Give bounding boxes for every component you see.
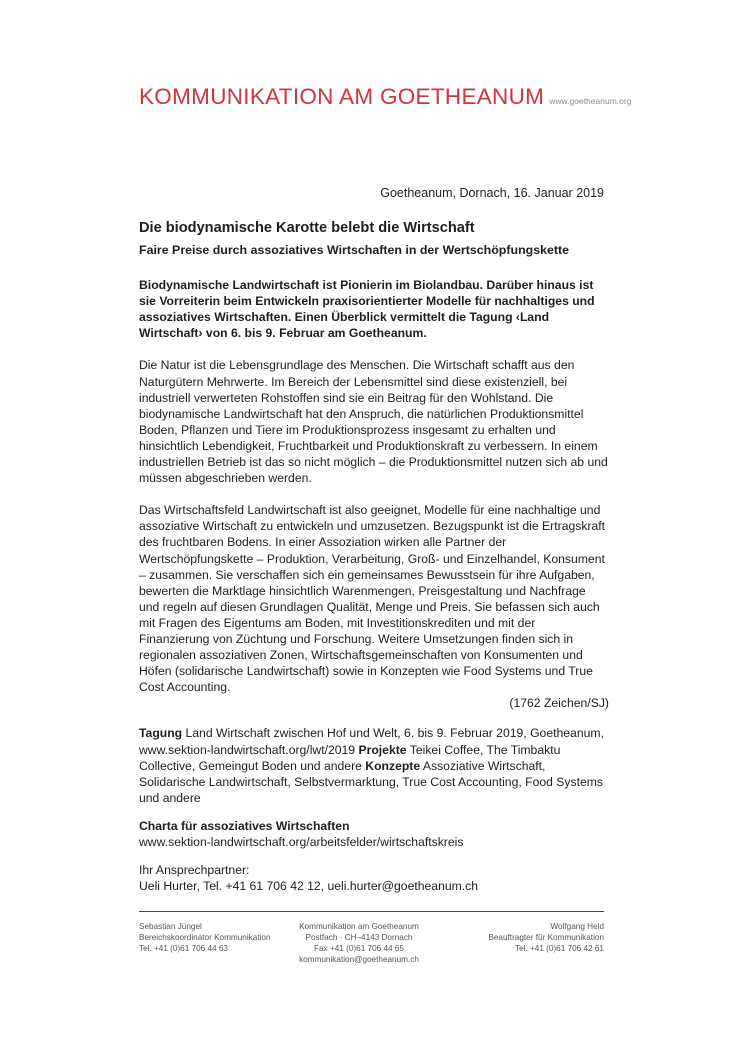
charta-block <box>139 818 609 850</box>
lead-paragraph: Biodynamische Landwirtschaft ist Pionierin im Biolandbau. Darüber hinaus ist sie Vorreiterin beim Entwickeln praxisorientierter Modelle für nachhaltiges und assoziatives Wirtschaften. Einen Überblick vermittelt die Tagung ‹Land Wirtschaft› von 6. bis 9. Februar am Goetheanum. <box>139 278 595 341</box>
footer-left <box>139 921 271 954</box>
konzepte-text: Assoziative Wirtschaft, Solidarische Landwirtschaft, Selbstvermarktung, True Cost Accounting, Food Systems und andere <box>139 758 604 805</box>
footer-right-line: Wolfgang Held <box>550 922 604 931</box>
event-info <box>139 725 609 805</box>
tagung-label: Tagung <box>139 726 183 741</box>
paragraph-1: Die Natur ist die Lebensgrundlage des Menschen. Die Wirtschaft schafft aus den Naturgütern Mehrwerte. Im Bereich der Lebensmittel sind diese existenziell, bei industriell verwerteten Rohstoffen sind sie ein Beitrag für den Wohlstand. Die biodynamische Landwirtschaft hat den Anspruch, die natürlichen Produktionsmittel Boden, Pflanzen und Tiere im Produktionsprozess insgesamt zu erhalten und hinsichtlich Lebendigkeit, Fruchtbarkeit und Produktionskraft zu verbessern. In einem industriellen Betrieb ist das so nicht möglich – die Produktionsmittel nutzen sich ab und müssen abgeschrieben werden. <box>139 358 608 486</box>
charta-label: Charta für assoziatives Wirtschaften <box>139 818 350 833</box>
dateline: Goetheanum, Dornach, 16. Januar 2019 <box>380 186 604 200</box>
brand-url: www.goetheanum.org <box>549 96 632 106</box>
konzepte-label: Konzepte <box>365 758 421 773</box>
footer-middle-line: Fax +41 (0)61 706 44 65 <box>314 944 404 953</box>
contact-details: Ueli Hurter, Tel. +41 61 706 42 12, ueli.hurter@goetheanum.ch <box>139 879 479 894</box>
projekte-text: Teikei Coffee, The Timbaktu Collective, Gemeingut Boden und andere <box>139 742 561 773</box>
footer-middle-line: Postfach · CH–4143 Dornach <box>305 933 413 942</box>
paragraph-2: Das Wirtschaftsfeld Landwirtschaft ist also geeignet, Modelle für eine nachhaltige und assoziative Wirtschaft zu entwickeln und umzusetzen. Bezugspunkt ist die Ertragskraft des fruchtbaren Bodens. In einer Assoziation wirken alle Partner der Wertschöpfungskette – Produktion, Verarbeitung, Groß- und Einzelhandel, Konsument – zusammen. Sie verschaffen sich ein gemeinsames Bewusstsein für ihre Aufgaben, bewerten die Marktlage hinsichtlich Warenmengen, Preisgestaltung und Nachfrage und regeln auf diesen Grundlagen Qualität, Menge und Preis. Sie befassen sich auch mit Fragen des Eigentums am Boden, mit Investitionskrediten und mit der Finanzierung von Züchtung und Forschung. Weitere Umsetzungen finden sich in regionalen assoziativen Zonen, Wirtschaftsgemeinschaften von Konsumenten und Höfen (solidarische Landwirtschaft) sowie in Konzepten wie Food Systems und True Cost Accounting. <box>139 503 606 695</box>
footer-right-line: Tel. +41 (0)61 706 42 61 <box>515 944 604 953</box>
projekte-label: Projekte <box>358 742 407 757</box>
contact-block <box>139 862 609 894</box>
charta-url: www.sektion-landwirtschaft.org/arbeitsfelder/wirtschaftskreis <box>139 835 464 849</box>
footer-left-line: Tel. +41 (0)61 706 44 63 <box>139 944 228 953</box>
subheadline: Faire Preise durch assoziatives Wirtschaften in der Wertschöpfungskette <box>139 243 570 257</box>
char-count: (1762 Zeichen/SJ) <box>509 696 609 711</box>
footer-left-line: Sebastian Jüngel <box>139 922 202 931</box>
letterhead <box>139 84 631 110</box>
footer-right-line: Beauftragter für Kommunikation <box>488 933 604 942</box>
footer-left-line: Bereichskoordinator Kommunikation <box>139 933 271 942</box>
brand-title: KOMMUNIKATION AM GOETHEANUM <box>139 84 545 109</box>
tagung-text: Land Wirtschaft zwischen Hof und Welt, 6. bis 9. Februar 2019, Goetheanum, www.sektion-landwirtschaft.org/lwt/2019 <box>139 726 604 757</box>
footer-divider <box>139 911 604 912</box>
headline: Die biodynamische Karotte belebt die Wirtschaft <box>139 220 475 236</box>
footer-middle <box>284 921 434 965</box>
footer-middle-line: Kommunikation am Goetheanum <box>299 922 419 931</box>
footer-middle-line: kommunikation@goetheanum.ch <box>299 955 419 964</box>
article-body <box>139 219 609 894</box>
contact-label: Ihr Ansprechpartner: <box>139 863 250 878</box>
footer-right <box>488 921 604 954</box>
